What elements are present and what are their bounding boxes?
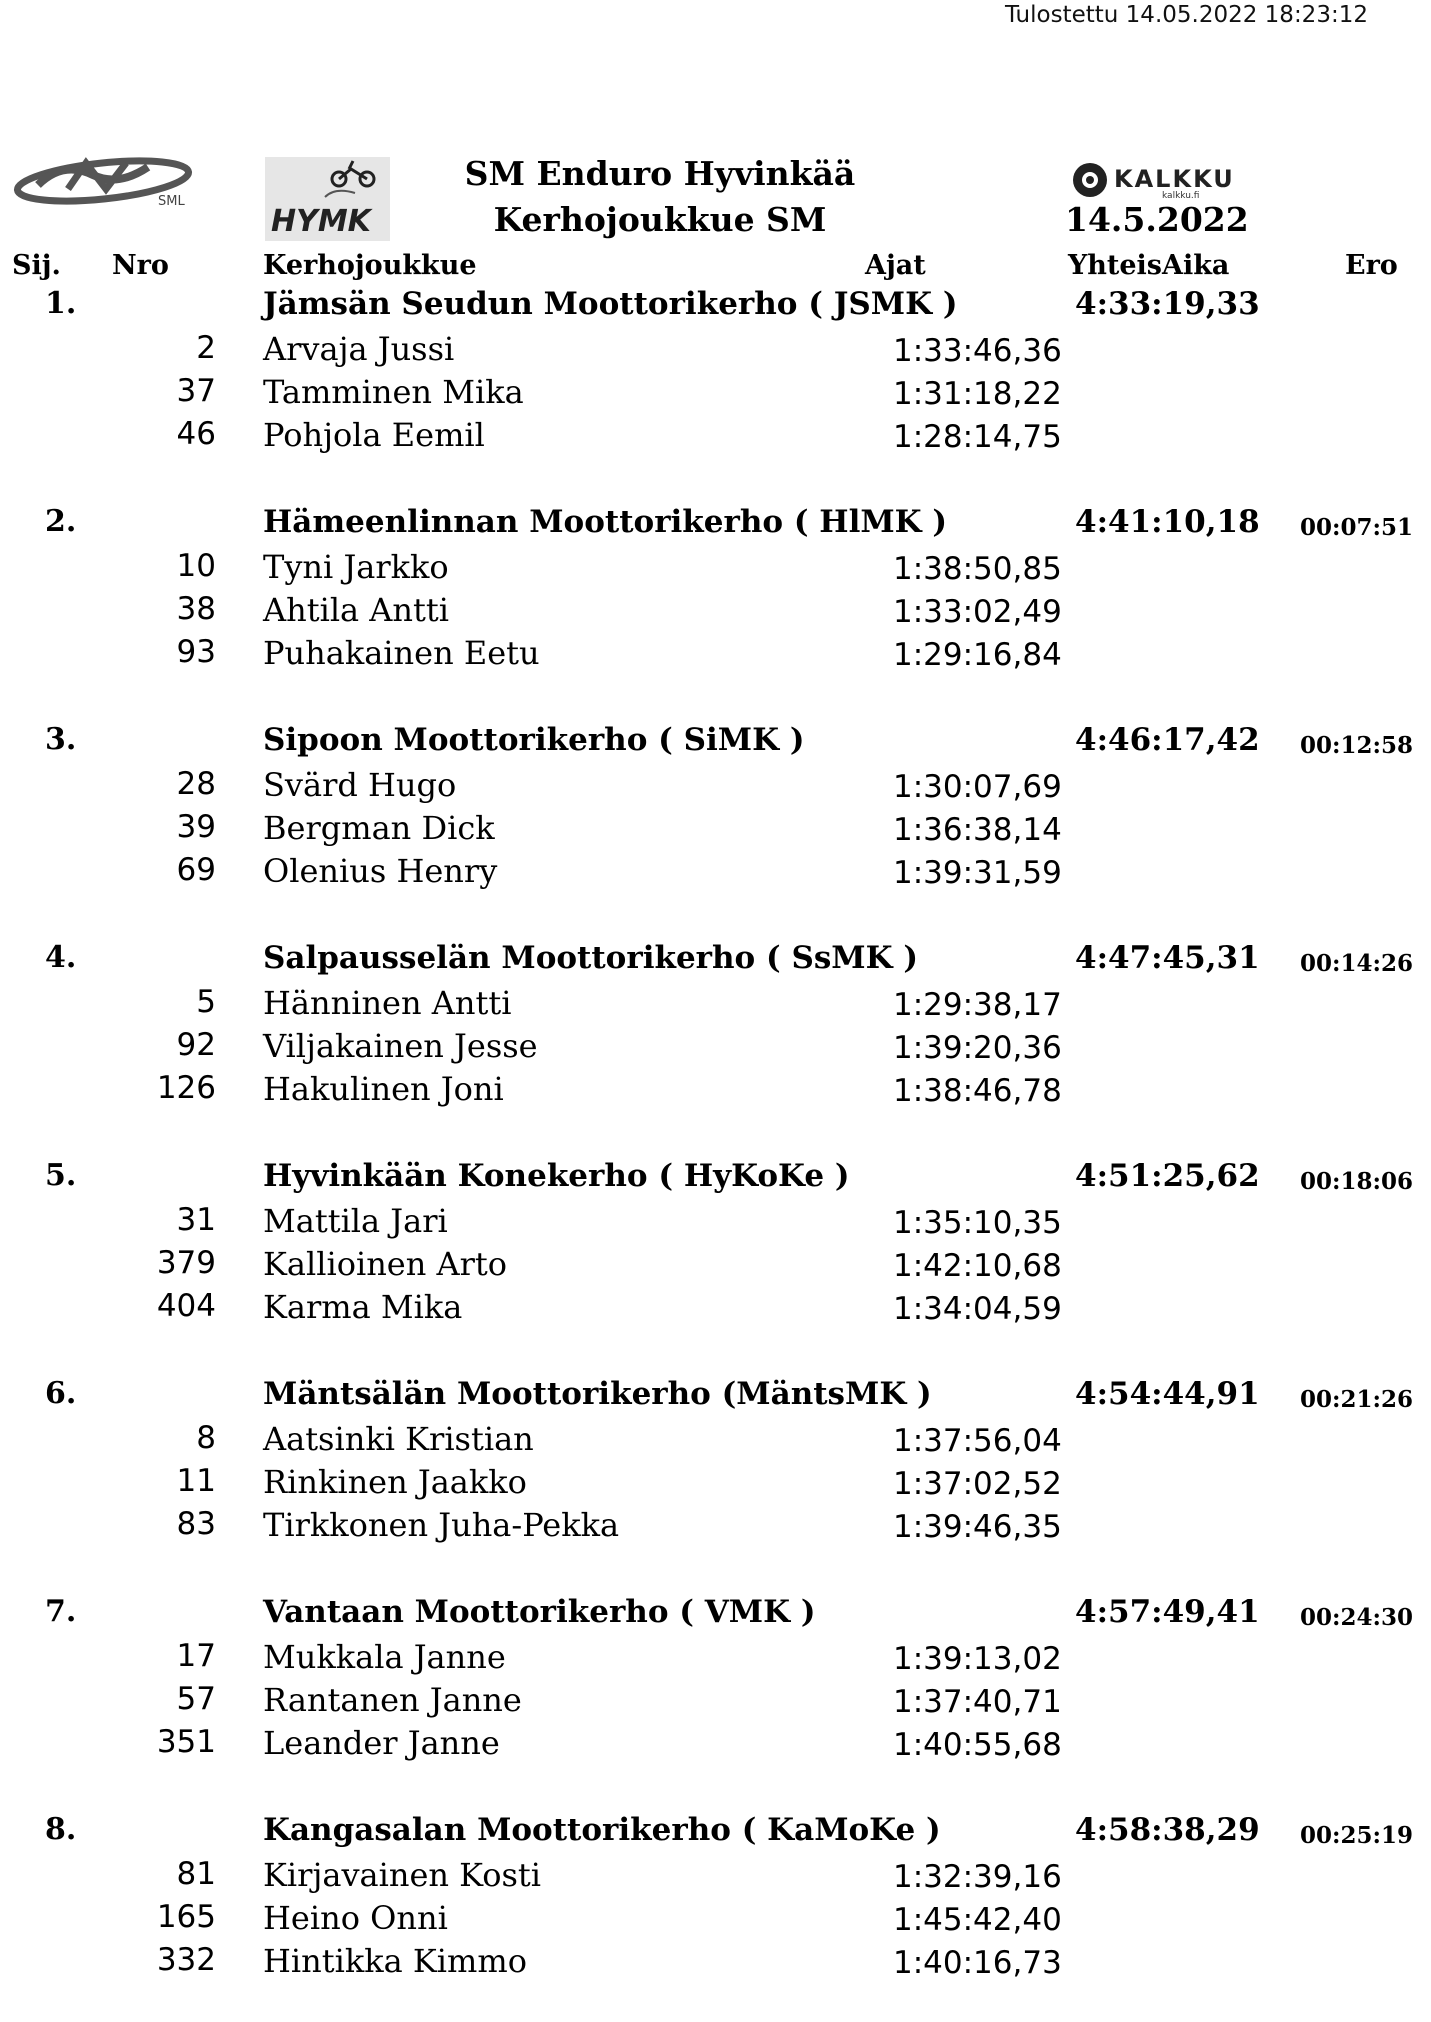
rider-number: 57 — [176, 1681, 216, 1717]
rider-time: 1:40:16,73 — [893, 1945, 1062, 1981]
team-block — [0, 722, 1431, 932]
team-total-time: 4:47:45,31 — [1075, 940, 1260, 976]
rider-time: 1:38:46,78 — [893, 1073, 1062, 1109]
column-header-total: YhteisAika — [1068, 250, 1230, 281]
rider-name: Heino Onni — [263, 1899, 448, 1937]
rider-row — [0, 1288, 1431, 1332]
rider-number: 38 — [176, 591, 216, 627]
rider-number: 351 — [156, 1724, 216, 1760]
team-time-difference: 00:07:51 — [1300, 514, 1414, 541]
team-total-time: 4:51:25,62 — [1075, 1158, 1260, 1194]
rider-number: 93 — [176, 634, 216, 670]
rider-row — [0, 1856, 1431, 1900]
team-block — [0, 504, 1431, 714]
column-header-diff: Ero — [1345, 250, 1398, 281]
team-name: Hyvinkään Konekerho ( HyKoKe ) — [263, 1158, 850, 1194]
rider-name: Ahtila Antti — [263, 591, 449, 629]
team-total-time: 4:41:10,18 — [1075, 504, 1260, 540]
rider-time: 1:37:56,04 — [893, 1423, 1062, 1459]
rider-number: 126 — [156, 1070, 216, 1106]
rider-time: 1:40:55,68 — [893, 1727, 1062, 1763]
rider-row — [0, 330, 1431, 374]
rider-name: Hakulinen Joni — [263, 1070, 504, 1108]
rider-row — [0, 591, 1431, 635]
team-name: Hämeenlinnan Moottorikerho ( HlMK ) — [263, 504, 948, 540]
team-position: 7. — [45, 1594, 77, 1629]
team-total-time: 4:58:38,29 — [1075, 1812, 1260, 1848]
rider-time: 1:39:20,36 — [893, 1030, 1062, 1066]
rider-time: 1:38:50,85 — [893, 551, 1062, 587]
kalkku-logo — [1070, 160, 1260, 200]
rider-name: Hänninen Antti — [263, 984, 512, 1022]
kalkku-logo-text: KALKKU — [1114, 165, 1235, 193]
rider-row — [0, 416, 1431, 460]
rider-number: 17 — [176, 1638, 216, 1674]
column-header-team: Kerhojoukkue — [263, 250, 477, 281]
rider-row — [0, 548, 1431, 592]
rider-name: Aatsinki Kristian — [263, 1420, 534, 1458]
team-name: Jämsän Seudun Moottorikerho ( JSMK ) — [263, 286, 958, 322]
sml-logo-text: SML — [158, 194, 185, 209]
event-title: SM Enduro Hyvinkää — [464, 154, 856, 193]
rider-row — [0, 1681, 1431, 1725]
column-header-number: Nro — [112, 250, 169, 281]
team-name: Mäntsälän Moottorikerho (MäntsMK ) — [263, 1376, 932, 1412]
team-block — [0, 286, 1431, 496]
rider-row — [0, 1506, 1431, 1550]
rider-row — [0, 1027, 1431, 1071]
rider-name: Arvaja Jussi — [263, 330, 455, 368]
team-total-time: 4:57:49,41 — [1075, 1594, 1260, 1630]
team-time-difference: 00:12:58 — [1300, 732, 1414, 759]
rider-name: Rantanen Janne — [263, 1681, 522, 1719]
rider-number: 11 — [176, 1463, 216, 1499]
team-time-difference: 00:21:26 — [1300, 1386, 1414, 1413]
team-time-difference: 00:14:26 — [1300, 950, 1414, 977]
rider-row — [0, 1942, 1431, 1986]
team-position: 5. — [45, 1158, 77, 1193]
team-time-difference: 00:24:30 — [1300, 1604, 1414, 1631]
rider-time: 1:37:02,52 — [893, 1466, 1062, 1502]
rider-row — [0, 852, 1431, 896]
rider-number: 5 — [196, 984, 216, 1020]
rider-time: 1:42:10,68 — [893, 1248, 1062, 1284]
team-name: Kangasalan Moottorikerho ( KaMoKe ) — [263, 1812, 941, 1848]
team-total-time: 4:46:17,42 — [1075, 722, 1260, 758]
rider-row — [0, 373, 1431, 417]
kalkku-logo-subtext: kalkku.fi — [1162, 191, 1200, 200]
rider-name: Tirkkonen Juha-Pekka — [263, 1506, 620, 1544]
rider-row — [0, 1202, 1431, 1246]
column-header-times: Ajat — [865, 250, 926, 281]
rider-number: 165 — [156, 1899, 216, 1935]
team-name: Vantaan Moottorikerho ( VMK ) — [263, 1594, 816, 1630]
rider-row — [0, 984, 1431, 1028]
rider-number: 92 — [176, 1027, 216, 1063]
rider-number: 332 — [156, 1942, 216, 1978]
rider-time: 1:30:07,69 — [893, 769, 1062, 805]
event-date: 14.5.2022 — [1065, 200, 1249, 239]
rider-time: 1:28:14,75 — [893, 419, 1062, 455]
rider-name: Tyni Jarkko — [263, 548, 449, 586]
printed-timestamp: Tulostettu 14.05.2022 18:23:12 — [1005, 2, 1368, 28]
rider-row — [0, 1420, 1431, 1464]
team-time-difference: 00:18:06 — [1300, 1168, 1414, 1195]
team-name: Sipoon Moottorikerho ( SiMK ) — [263, 722, 805, 758]
rider-row — [0, 766, 1431, 810]
rider-time: 1:33:02,49 — [893, 594, 1062, 630]
rider-time: 1:36:38,14 — [893, 812, 1062, 848]
rider-time: 1:33:46,36 — [893, 333, 1062, 369]
rider-name: Kirjavainen Kosti — [263, 1856, 541, 1894]
rider-row — [0, 1638, 1431, 1682]
rider-time: 1:29:38,17 — [893, 987, 1062, 1023]
rider-number: 10 — [176, 548, 216, 584]
rider-name: Mattila Jari — [263, 1202, 448, 1240]
team-total-time: 4:33:19,33 — [1075, 286, 1260, 322]
rider-number: 28 — [176, 766, 216, 802]
rider-time: 1:45:42,40 — [893, 1902, 1062, 1938]
team-total-time: 4:54:44,91 — [1075, 1376, 1260, 1412]
rider-row — [0, 809, 1431, 853]
rider-row — [0, 1899, 1431, 1943]
team-block — [0, 940, 1431, 1150]
team-position: 3. — [45, 722, 77, 757]
rider-number: 8 — [196, 1420, 216, 1456]
rider-row — [0, 1724, 1431, 1768]
rider-name: Kallioinen Arto — [263, 1245, 508, 1283]
rider-number: 81 — [176, 1856, 216, 1892]
rider-row — [0, 1070, 1431, 1114]
rider-number: 31 — [176, 1202, 216, 1238]
rider-name: Tamminen Mika — [263, 373, 524, 411]
rider-name: Svärd Hugo — [263, 766, 457, 804]
rider-name: Mukkala Janne — [263, 1638, 506, 1676]
rider-time: 1:39:46,35 — [893, 1509, 1062, 1545]
rider-name: Puhakainen Eetu — [263, 634, 540, 672]
rider-number: 69 — [176, 852, 216, 888]
rider-time: 1:39:13,02 — [893, 1641, 1062, 1677]
rider-name: Hintikka Kimmo — [263, 1942, 527, 1980]
rider-name: Viljakainen Jesse — [263, 1027, 538, 1065]
column-header-position: Sij. — [12, 250, 61, 281]
rider-time: 1:32:39,16 — [893, 1859, 1062, 1895]
team-position: 1. — [45, 286, 77, 321]
rider-name: Bergman Dick — [263, 809, 495, 847]
team-position: 8. — [45, 1812, 77, 1847]
rider-name: Rinkinen Jaakko — [263, 1463, 527, 1501]
rider-time: 1:34:04,59 — [893, 1291, 1062, 1327]
rider-time: 1:39:31,59 — [893, 855, 1062, 891]
rider-row — [0, 1463, 1431, 1507]
rider-number: 37 — [176, 373, 216, 409]
team-position: 6. — [45, 1376, 77, 1411]
rider-name: Leander Janne — [263, 1724, 500, 1762]
team-position: 4. — [45, 940, 77, 975]
rider-row — [0, 634, 1431, 678]
rider-number: 404 — [156, 1288, 216, 1324]
team-block — [0, 1594, 1431, 1804]
rider-number: 2 — [196, 330, 216, 366]
rider-number: 379 — [156, 1245, 216, 1281]
rider-number: 39 — [176, 809, 216, 845]
hymk-logo-text: HYMK — [271, 204, 371, 239]
team-block — [0, 1812, 1431, 2022]
rider-row — [0, 1245, 1431, 1289]
hymk-logo — [265, 157, 390, 241]
sml-logo — [8, 155, 198, 211]
rider-name: Karma Mika — [263, 1288, 463, 1326]
rider-name: Olenius Henry — [263, 852, 498, 890]
team-time-difference: 00:25:19 — [1300, 1822, 1414, 1849]
rider-number: 83 — [176, 1506, 216, 1542]
event-subtitle: Kerhojoukkue SM — [493, 200, 827, 239]
rider-time: 1:37:40,71 — [893, 1684, 1062, 1720]
rider-time: 1:35:10,35 — [893, 1205, 1062, 1241]
rider-time: 1:31:18,22 — [893, 376, 1062, 412]
team-block — [0, 1158, 1431, 1368]
rider-number: 46 — [176, 416, 216, 452]
team-block — [0, 1376, 1431, 1586]
team-position: 2. — [45, 504, 77, 539]
rider-name: Pohjola Eemil — [263, 416, 485, 454]
team-name: Salpausselän Moottorikerho ( SsMK ) — [263, 940, 919, 976]
rider-time: 1:29:16,84 — [893, 637, 1062, 673]
